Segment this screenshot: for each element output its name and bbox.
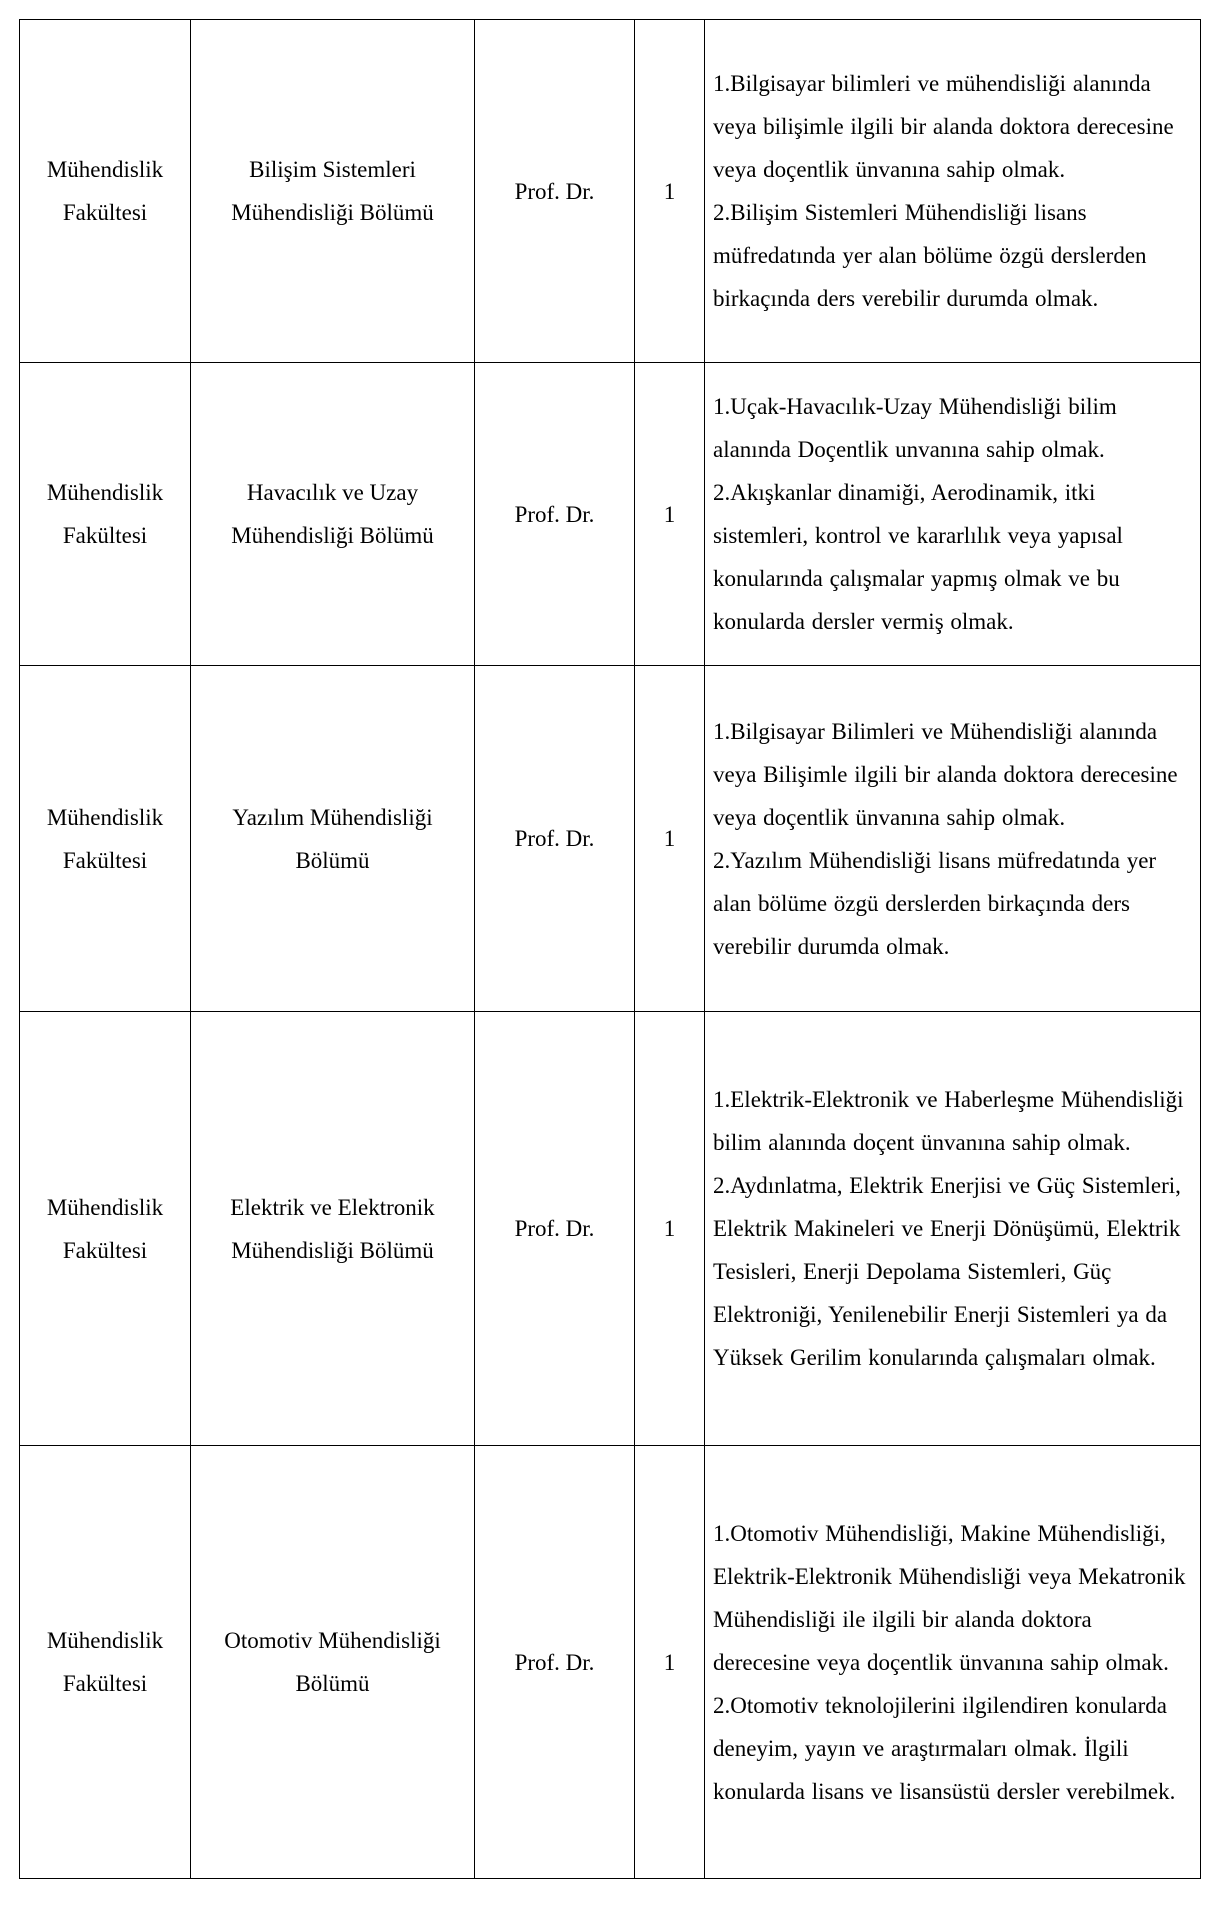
table-row — [20, 1012, 1201, 1446]
table-row — [20, 666, 1201, 1012]
requirement-item: 1.Uçak-Havacılık-Uzay Mühendisliği bilim alanında Doçentlik unvanına sahip olmak. — [713, 394, 1117, 462]
requirement-item: 1.Bilgisayar bilimleri ve mühendisliği alanında veya bilişimle ilgili bir alanda doktora derecesine veya doçentlik ünvanına sahip olmak. — [713, 71, 1174, 182]
count-cell: 1 — [635, 1446, 705, 1879]
requirement-item: 2.Aydınlatma, Elektrik Enerjisi ve Güç Sistemleri, Elektrik Makineleri ve Enerji Dönüşümü, Elektrik Tesisleri, Enerji Depolama Sistemleri, Güç Elektroniği, Yenilenebilir Enerji Sistemleri ya da Yüksek Gerilim konularında çalışmaları olmak. — [713, 1173, 1181, 1370]
department-cell: Elektrik ve Elektronik Mühendisliği Bölümü — [191, 1012, 475, 1446]
table-row — [20, 363, 1201, 666]
table-row — [20, 1446, 1201, 1879]
requirement-item: 2.Bilişim Sistemleri Mühendisliği lisans müfredatında yer alan bölüme özgü derslerden birkaçında ders verebilir durumda olmak. — [713, 200, 1147, 311]
count-cell: 1 — [635, 363, 705, 666]
title-cell: Prof. Dr. — [475, 1012, 635, 1446]
count-cell: 1 — [635, 666, 705, 1012]
department-cell: Havacılık ve Uzay Mühendisliği Bölümü — [191, 363, 475, 666]
requirement-item: 2.Yazılım Mühendisliği lisans müfredatında yer alan bölüme özgü derslerden birkaçında ders verebilir durumda olmak. — [713, 847, 1157, 959]
faculty-cell: Mühendislik Fakültesi — [20, 20, 191, 363]
faculty-positions-table — [19, 19, 1201, 1879]
requirement-item: 1.Otomotiv Mühendisliği, Makine Mühendisliği, Elektrik-Elektronik Mühendisliği veya Mekatronik Mühendisliği ile ilgili bir alanda doktora derecesine veya doçentlik ünvanına sahip olmak. — [713, 1520, 1186, 1675]
requirements-cell — [705, 1012, 1201, 1446]
requirements-cell — [705, 1446, 1201, 1879]
requirement-item: 1.Elektrik-Elektronik ve Haberleşme Mühendisliği bilim alanında doçent ünvanına sahip olmak. — [713, 1087, 1184, 1155]
title-cell: Prof. Dr. — [475, 20, 635, 363]
requirement-item: 2.Akışkanlar dinamiği, Aerodinamik, itki sistemleri, kontrol ve kararlılık veya yapısal konularında çalışmalar yapmış olmak ve bu konularda dersler vermiş olmak. — [713, 480, 1123, 634]
title-cell: Prof. Dr. — [475, 1446, 635, 1879]
count-cell: 1 — [635, 1012, 705, 1446]
department-cell: Bilişim Sistemleri Mühendisliği Bölümü — [191, 20, 475, 363]
faculty-cell: Mühendislik Fakültesi — [20, 1446, 191, 1879]
requirements-cell — [705, 666, 1201, 1012]
requirements-cell — [705, 20, 1201, 363]
requirement-item: 1.Bilgisayar Bilimleri ve Mühendisliği alanında veya Bilişimle ilgili bir alanda doktora derecesine veya doçentlik ünvanına sahip olmak. — [713, 718, 1178, 830]
title-cell: Prof. Dr. — [475, 363, 635, 666]
department-cell: Otomotiv Mühendisliği Bölümü — [191, 1446, 475, 1879]
faculty-cell: Mühendislik Fakültesi — [20, 363, 191, 666]
faculty-cell: Mühendislik Fakültesi — [20, 1012, 191, 1446]
requirement-item: 2.Otomotiv teknolojilerini ilgilendiren konularda deneyim, yayın ve araştırmaları olmak. İlgili konularda lisans ve lisansüstü dersler verebilmek. — [713, 1692, 1176, 1804]
department-cell: Yazılım Mühendisliği Bölümü — [191, 666, 475, 1012]
faculty-cell: Mühendislik Fakültesi — [20, 666, 191, 1012]
table-row — [20, 20, 1201, 363]
title-cell: Prof. Dr. — [475, 666, 635, 1012]
requirements-cell — [705, 363, 1201, 666]
count-cell: 1 — [635, 20, 705, 363]
